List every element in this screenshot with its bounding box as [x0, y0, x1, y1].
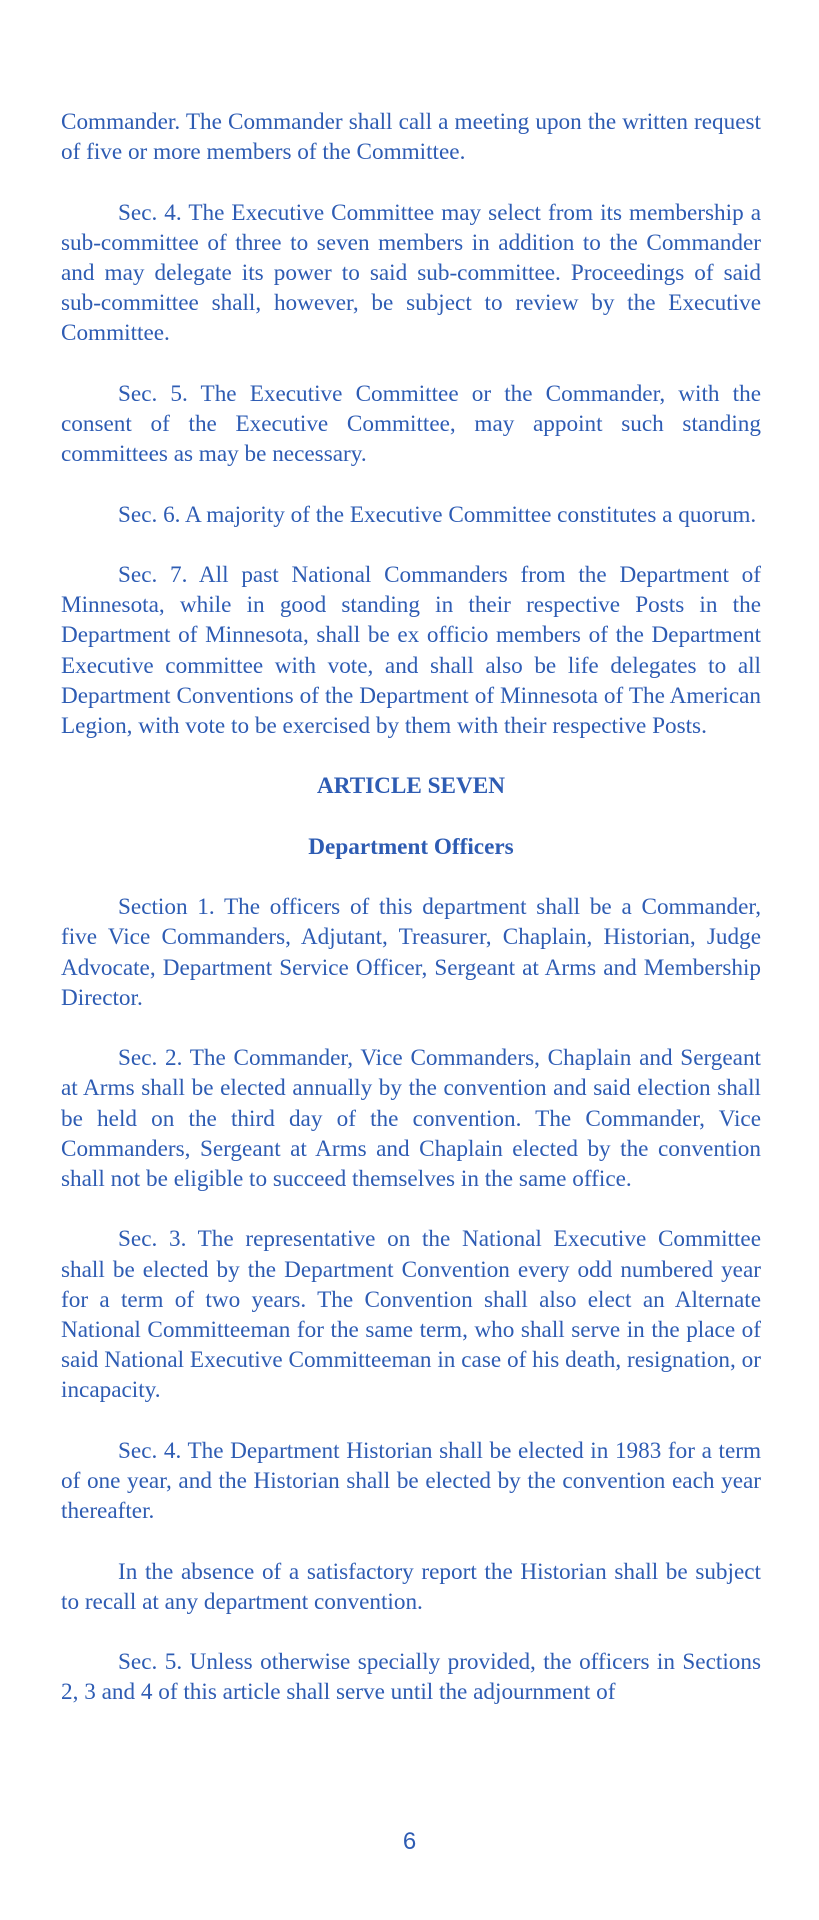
paragraph-sec-6-quorum: Sec. 6. A majority of the Executive Committee constitutes a quorum.	[118, 501, 757, 528]
article-subheading: Department Officers	[308, 833, 514, 860]
paragraph-sec-5-term: Sec. 5. Unless otherwise specially provided, the officers in Sections 2, 3 and 4 of this article shall serve until the adjournment of	[61, 1649, 761, 1706]
page-number: 6	[402, 1828, 417, 1855]
paragraph-commander-meeting: Commander. The Commander shall call a meeting upon the written request of five or more members of the Committee.	[61, 109, 761, 166]
paragraph-section-1-officers: Section 1. The officers of this department shall be a Commander, five Vice Commanders, Adjutant, Treasurer, Chaplain, Historian, Judge Advocate, Department Service Officer, Sergeant at Arms and Membership Director.	[61, 894, 761, 1011]
paragraph-sec-3-national-committee: Sec. 3. The representative on the National Executive Committee shall be elected by the Department Convention every odd numbered year for a term of two years. The Convention shall also elect an Alternate National Committeeman for the same term, who shall serve in the place of said National Executive Committeeman in case of his death, resignation, or incapacity.	[61, 1226, 761, 1404]
paragraph-sec-4-historian: Sec. 4. The Department Historian shall be elected in 1983 for a term of one year, and the Historian shall be elected by the convention each year thereafter.	[61, 1437, 761, 1525]
paragraph-sec-4-subcommittee: Sec. 4. The Executive Committee may select from its membership a sub-committee of three to seven members in addition to the Commander and may delegate its power to said sub-committee. Proceedings of said sub-committee shall, however, be subject to review by the Executive Committee.	[61, 199, 761, 347]
paragraph-sec-7-past-commanders: Sec. 7. All past National Commanders from the Department of Minnesota, while in good standing in their respective Posts in the Department of Minnesota, shall be ex officio members of the Department Executive committee with vote, and shall also be life delegates to all Department Conventions of the Department of Minnesota of The American Legion, with vote to be exercised by them with their respective Posts.	[61, 561, 761, 739]
paragraph-sec-5-standing-committees: Sec. 5. The Executive Committee or the Commander, with the consent of the Executive Committee, may appoint such standing committees as may be necessary.	[61, 380, 761, 468]
article-heading: ARTICLE SEVEN	[317, 773, 505, 800]
paragraph-sec-2-elections: Sec. 2. The Commander, Vice Commanders, Chaplain and Sergeant at Arms shall be elected annually by the convention and said election shall be held on the third day of the convention. The Commander, Vice Commanders, Sergeant at Arms and Chaplain elected by the convention shall not be eligible to succeed themselves in the same office.	[61, 1045, 761, 1192]
paragraph-historian-recall: In the absence of a satisfactory report the Historian shall be subject to recall at any department convention.	[61, 1558, 761, 1615]
page-content	[61, 107, 761, 1708]
